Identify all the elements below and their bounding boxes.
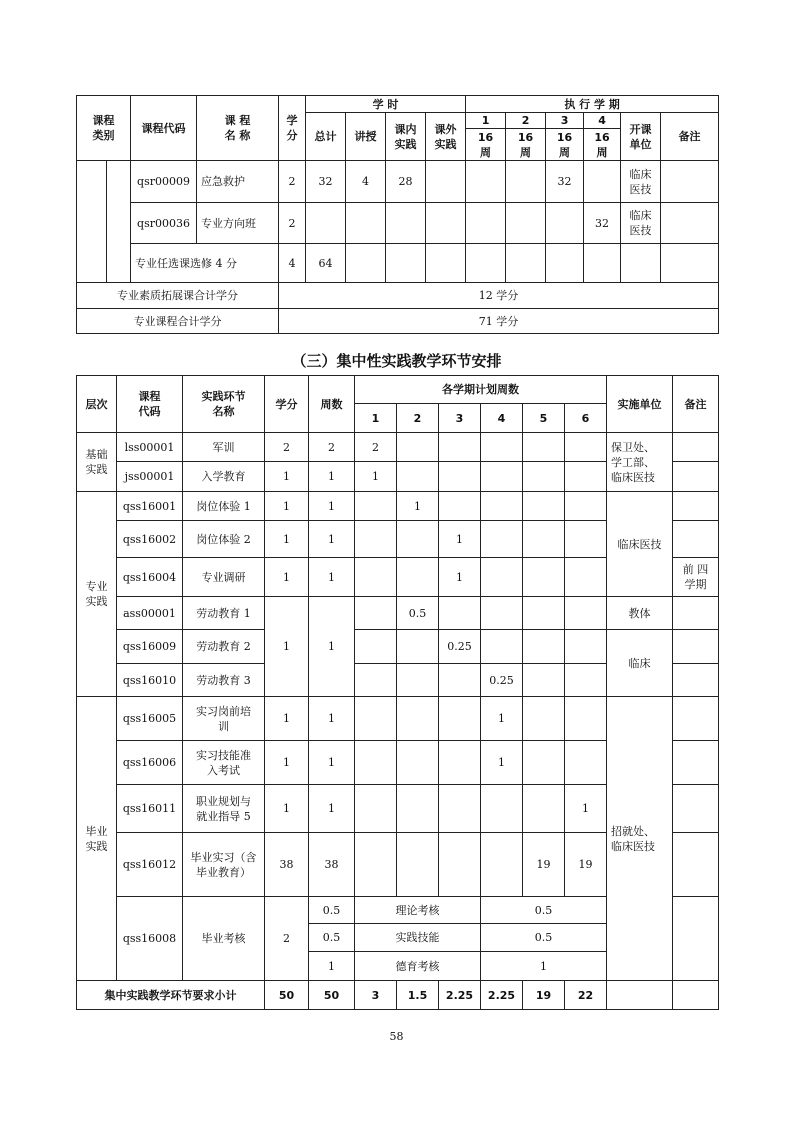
sem-2: 0.5 <box>397 597 439 630</box>
exam-part-label: 德育考核 <box>355 952 481 981</box>
header-code: 课程 代码 <box>117 376 183 433</box>
summary-label: 专业素质拓展课合计学分 <box>77 283 279 309</box>
hours-inclass <box>386 203 426 244</box>
header-category: 课程 类别 <box>77 96 131 161</box>
unit: 保卫处、 学工部、 临床医技 <box>607 433 673 492</box>
sem-3 <box>439 462 481 492</box>
unit: 临床 医技 <box>621 161 661 203</box>
header-unit: 实施单位 <box>607 376 673 433</box>
unit: 教体 <box>607 597 673 630</box>
sem-1 <box>466 161 506 203</box>
header-weeks-4: 16 周 <box>584 129 621 161</box>
sem-1 <box>355 741 397 785</box>
weeks: 1 <box>309 785 355 833</box>
practice-table <box>76 375 719 1010</box>
sem-6 <box>565 741 607 785</box>
sem-4: 32 <box>584 203 621 244</box>
header-weeks-2: 16 周 <box>506 129 546 161</box>
subtotal-row <box>77 981 719 1010</box>
sem-1 <box>355 697 397 741</box>
table-row <box>77 161 719 203</box>
summary-value: 12 学分 <box>279 283 719 309</box>
sem-2 <box>397 558 439 597</box>
unit: 临床医技 <box>607 492 673 597</box>
code: qss16004 <box>117 558 183 597</box>
elective-credit: 4 <box>279 244 306 283</box>
sem-1 <box>466 203 506 244</box>
header-sem-3: 3 <box>439 404 481 433</box>
sem-6 <box>565 597 607 630</box>
credit: 38 <box>265 833 309 897</box>
name: 岗位体验 2 <box>183 521 265 558</box>
name: 职业规划与 就业指导 5 <box>183 785 265 833</box>
sem-3 <box>439 785 481 833</box>
header-sem-4: 4 <box>584 113 621 129</box>
subtotal-sem-5: 19 <box>523 981 565 1010</box>
code: qss16006 <box>117 741 183 785</box>
sem-6 <box>565 492 607 521</box>
remark <box>661 203 719 244</box>
header-hours-total: 总计 <box>306 113 346 161</box>
weeks: 2 <box>309 433 355 462</box>
weeks: 38 <box>309 833 355 897</box>
remark <box>673 664 719 697</box>
sem-6 <box>565 462 607 492</box>
table-row <box>77 597 719 630</box>
hours-total <box>306 203 346 244</box>
header-weeks-1: 16 周 <box>466 129 506 161</box>
header-hours-lecture: 讲授 <box>346 113 386 161</box>
sem-5 <box>523 597 565 630</box>
header-sem-5: 5 <box>523 404 565 433</box>
sem-1 <box>355 785 397 833</box>
header-weeks-3: 16 周 <box>546 129 584 161</box>
sem-3 <box>439 741 481 785</box>
sem-6 <box>565 433 607 462</box>
sem-4: 1 <box>481 697 523 741</box>
code: qss16011 <box>117 785 183 833</box>
subcategory-cell <box>107 161 131 283</box>
labor-credit: 1 <box>265 597 309 697</box>
weeks: 1 <box>309 521 355 558</box>
sem-4 <box>481 597 523 630</box>
header-weeks: 周数 <box>309 376 355 433</box>
hours-total: 32 <box>306 161 346 203</box>
credit: 1 <box>265 785 309 833</box>
sem-2 <box>397 521 439 558</box>
sem-5 <box>523 664 565 697</box>
name: 实习技能准 入考试 <box>183 741 265 785</box>
remark <box>673 521 719 558</box>
remark <box>673 597 719 630</box>
section-title: （三）集中性实践教学环节安排 <box>291 352 502 370</box>
sem-4 <box>584 161 621 203</box>
sem-6: 19 <box>565 833 607 897</box>
weeks: 1 <box>309 462 355 492</box>
credit: 2 <box>265 433 309 462</box>
header-sem-2: 2 <box>506 113 546 129</box>
header-sem-2: 2 <box>397 404 439 433</box>
weeks: 1 <box>309 558 355 597</box>
sem-3 <box>439 833 481 897</box>
sem-4: 0.25 <box>481 664 523 697</box>
remark <box>673 492 719 521</box>
header-sem-1: 1 <box>355 404 397 433</box>
header-remark: 备注 <box>673 376 719 433</box>
credit: 2 <box>265 897 309 981</box>
sem-1: 2 <box>355 433 397 462</box>
sem-3 <box>439 433 481 462</box>
code: jss00001 <box>117 462 183 492</box>
page-number: 58 <box>389 1030 404 1043</box>
exam-part-value: 0.5 <box>481 897 607 924</box>
header-credit: 学 分 <box>279 96 306 161</box>
subtotal-label: 集中实践教学环节要求小计 <box>77 981 265 1010</box>
sem-4 <box>481 521 523 558</box>
sem-5 <box>523 630 565 664</box>
name: 实习岗前培 训 <box>183 697 265 741</box>
sem-2 <box>506 161 546 203</box>
sem-4: 1 <box>481 741 523 785</box>
name: 劳动教育 2 <box>183 630 265 664</box>
sem-2 <box>506 203 546 244</box>
remark <box>673 741 719 785</box>
course-code: qsr00036 <box>131 203 197 244</box>
sem-4 <box>481 630 523 664</box>
table-row <box>77 630 719 664</box>
exam-part-label: 理论考核 <box>355 897 481 924</box>
remark <box>673 462 719 492</box>
sem-3 <box>546 203 584 244</box>
sem-5 <box>523 785 565 833</box>
course-name: 应急救护 <box>197 161 279 203</box>
subtotal-sem-4: 2.25 <box>481 981 523 1010</box>
summary-value: 71 学分 <box>279 309 719 334</box>
code: qss16009 <box>117 630 183 664</box>
level-graduation: 毕业 实践 <box>77 697 117 981</box>
name: 劳动教育 1 <box>183 597 265 630</box>
table-row <box>77 492 719 521</box>
code: qss16001 <box>117 492 183 521</box>
header-remark: 备注 <box>661 113 719 161</box>
credit: 1 <box>265 521 309 558</box>
sem-5 <box>523 521 565 558</box>
sem-4 <box>481 833 523 897</box>
unit: 临床 <box>607 630 673 697</box>
header-name: 课 程 名 称 <box>197 96 279 161</box>
credit: 1 <box>265 492 309 521</box>
credit: 1 <box>265 697 309 741</box>
header-sem-4: 4 <box>481 404 523 433</box>
hours-lecture: 4 <box>346 161 386 203</box>
exam-weeks: 0.5 <box>309 924 355 952</box>
sem-1 <box>355 521 397 558</box>
sem-5: 19 <box>523 833 565 897</box>
sem-3 <box>439 664 481 697</box>
remark <box>673 897 719 981</box>
sem-1 <box>355 664 397 697</box>
name: 入学教育 <box>183 462 265 492</box>
header-hours: 学 时 <box>306 96 466 113</box>
sem-5 <box>523 558 565 597</box>
sem-3: 32 <box>546 161 584 203</box>
sem-3 <box>439 697 481 741</box>
sem-1 <box>355 558 397 597</box>
sem-1 <box>355 630 397 664</box>
weeks: 1 <box>309 492 355 521</box>
exam-part-value: 1 <box>481 952 607 981</box>
weeks: 1 <box>309 697 355 741</box>
name: 军训 <box>183 433 265 462</box>
exam-part-label: 实践技能 <box>355 924 481 952</box>
remark: 前 四 学期 <box>673 558 719 597</box>
name: 毕业实习（含 毕业教育） <box>183 833 265 897</box>
sem-2 <box>397 697 439 741</box>
remark <box>673 833 719 897</box>
subtotal-sem-3: 2.25 <box>439 981 481 1010</box>
code: qss16010 <box>117 664 183 697</box>
exam-weeks: 1 <box>309 952 355 981</box>
name: 专业调研 <box>183 558 265 597</box>
exam-part-value: 0.5 <box>481 924 607 952</box>
header-level: 层次 <box>77 376 117 433</box>
sem-3: 0.25 <box>439 630 481 664</box>
sem-5 <box>523 492 565 521</box>
hours-lecture <box>346 203 386 244</box>
course-credit: 2 <box>279 203 306 244</box>
sem-2: 1 <box>397 492 439 521</box>
header-sem-3: 3 <box>546 113 584 129</box>
credit: 1 <box>265 462 309 492</box>
code: qss16008 <box>117 897 183 981</box>
header-semester: 执 行 学 期 <box>466 96 719 113</box>
exam-weeks: 0.5 <box>309 897 355 924</box>
course-code: qsr00009 <box>131 161 197 203</box>
credit: 1 <box>265 558 309 597</box>
category-cell <box>77 161 107 283</box>
summary-label: 专业课程合计学分 <box>77 309 279 334</box>
sem-4 <box>481 462 523 492</box>
level-professional: 专业 实践 <box>77 492 117 697</box>
subtotal-unit <box>607 981 673 1010</box>
sem-3 <box>439 492 481 521</box>
header-code: 课程代码 <box>131 96 197 161</box>
sem-1 <box>355 492 397 521</box>
sem-2 <box>397 833 439 897</box>
subtotal-sem-2: 1.5 <box>397 981 439 1010</box>
sem-1 <box>355 833 397 897</box>
header-plan: 各学期计划周数 <box>355 376 607 404</box>
sem-2 <box>397 741 439 785</box>
sem-5 <box>523 741 565 785</box>
elective-total: 64 <box>306 244 346 283</box>
subtotal-remark <box>673 981 719 1010</box>
sem-3 <box>439 597 481 630</box>
sem-4 <box>481 492 523 521</box>
remark <box>661 161 719 203</box>
sem-6 <box>565 630 607 664</box>
table-row <box>77 433 719 462</box>
sem-4 <box>481 785 523 833</box>
course-credit: 2 <box>279 161 306 203</box>
weeks: 1 <box>309 741 355 785</box>
code: qss16005 <box>117 697 183 741</box>
hours-outclass <box>426 203 466 244</box>
sem-4 <box>481 558 523 597</box>
unit: 临床 医技 <box>621 203 661 244</box>
table-row <box>77 203 719 244</box>
sem-6 <box>565 697 607 741</box>
name: 岗位体验 1 <box>183 492 265 521</box>
elective-row <box>77 244 719 283</box>
sem-6 <box>565 664 607 697</box>
subtotal-sem-1: 3 <box>355 981 397 1010</box>
sem-6 <box>565 558 607 597</box>
subtotal-credit: 50 <box>265 981 309 1010</box>
remark <box>673 785 719 833</box>
hours-outclass <box>426 161 466 203</box>
course-name: 专业方向班 <box>197 203 279 244</box>
name: 劳动教育 3 <box>183 664 265 697</box>
sem-2 <box>397 433 439 462</box>
level-basic: 基础 实践 <box>77 433 117 492</box>
remark <box>673 697 719 741</box>
remark <box>673 433 719 462</box>
sem-2 <box>397 462 439 492</box>
course-table <box>76 95 719 334</box>
header-credit: 学分 <box>265 376 309 433</box>
sem-5 <box>523 462 565 492</box>
code: lss00001 <box>117 433 183 462</box>
header-hours-inclass: 课内 实践 <box>386 113 426 161</box>
summary-row <box>77 283 719 309</box>
sem-3: 1 <box>439 521 481 558</box>
header-name: 实践环节 名称 <box>183 376 265 433</box>
header-sem-1: 1 <box>466 113 506 129</box>
header-hours-outclass: 课外 实践 <box>426 113 466 161</box>
subtotal-weeks: 50 <box>309 981 355 1010</box>
code: qss16002 <box>117 521 183 558</box>
code: qss16012 <box>117 833 183 897</box>
summary-row <box>77 309 719 334</box>
name: 毕业考核 <box>183 897 265 981</box>
sem-1 <box>355 597 397 630</box>
subtotal-sem-6: 22 <box>565 981 607 1010</box>
sem-5 <box>523 697 565 741</box>
sem-4 <box>481 433 523 462</box>
remark <box>673 630 719 664</box>
unit: 招就处、 临床医技 <box>607 697 673 981</box>
hours-inclass: 28 <box>386 161 426 203</box>
sem-6: 1 <box>565 785 607 833</box>
header-unit: 开课 单位 <box>621 113 661 161</box>
elective-label: 专业任选课选修 4 分 <box>131 244 279 283</box>
sem-3: 1 <box>439 558 481 597</box>
credit: 1 <box>265 741 309 785</box>
sem-1: 1 <box>355 462 397 492</box>
sem-5 <box>523 433 565 462</box>
sem-2 <box>397 664 439 697</box>
code: ass00001 <box>117 597 183 630</box>
header-sem-6: 6 <box>565 404 607 433</box>
labor-weeks: 1 <box>309 597 355 697</box>
table-row <box>77 697 719 741</box>
sem-2 <box>397 785 439 833</box>
sem-2 <box>397 630 439 664</box>
sem-6 <box>565 521 607 558</box>
